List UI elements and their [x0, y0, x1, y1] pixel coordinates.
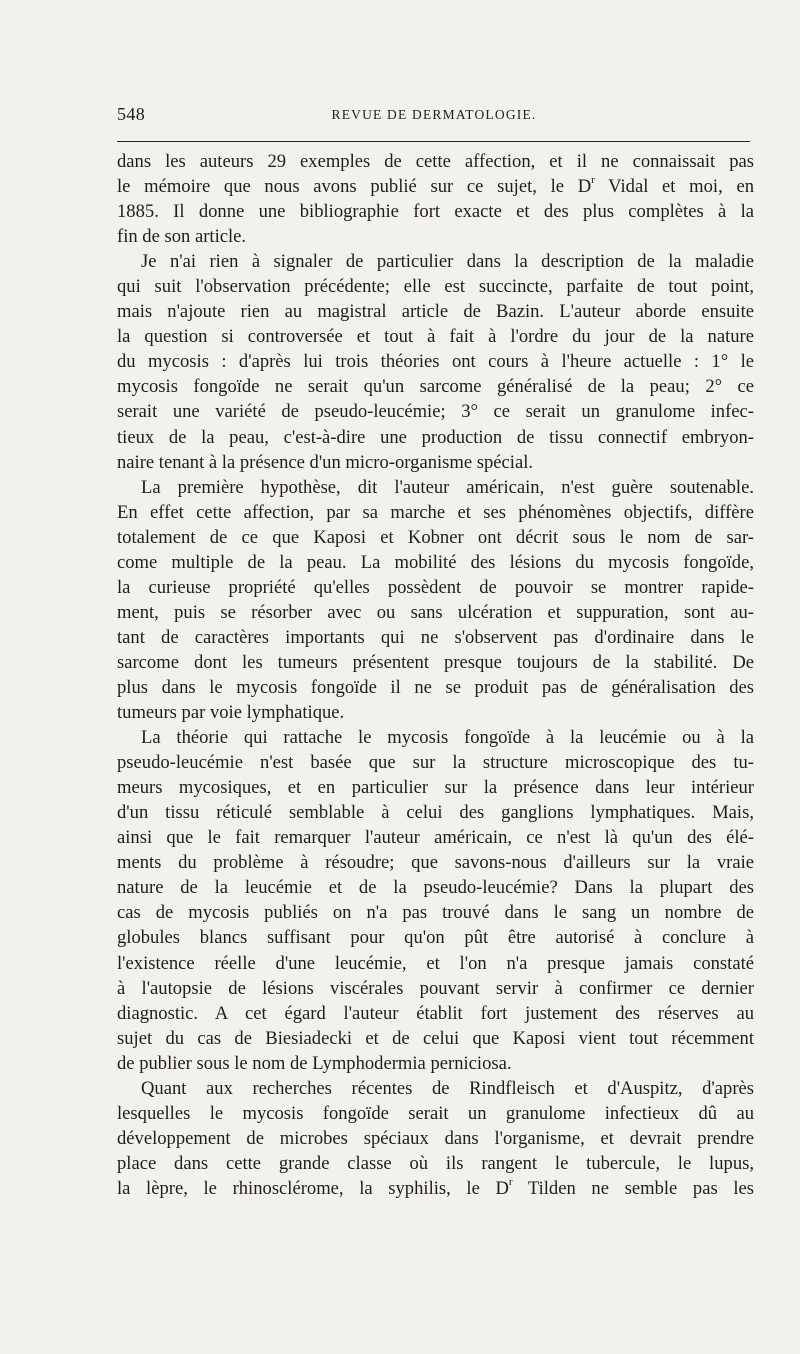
text-line: La première hypothèse, dit l'auteur américain, n'est guère soutenable.	[141, 476, 754, 498]
body-text	[117, 149, 754, 1201]
text-line: de publier sous le nom de Lymphodermia perniciosa.	[117, 1052, 512, 1074]
text-line: La théorie qui rattache le mycosis fongoïde à la leucémie ou à la	[141, 727, 754, 749]
text-line: come multiple de la peau. La mobilité des lésions du mycosis fongoïde,	[117, 551, 754, 573]
text-line: naire tenant à la présence d'un micro-organisme spécial.	[117, 451, 534, 473]
text-line: totalement de ce que Kaposi et Kobner ont décrit sous le nom de sar-	[117, 526, 754, 548]
text-line: développement de microbes spéciaux dans l'organisme, et devrait prendre	[117, 1127, 754, 1149]
header-rule	[117, 141, 750, 142]
text-line: ments du problème à résoudre; que savons-nous d'ailleurs sur la vraie	[117, 852, 754, 874]
text-line: ment, puis se résorber avec ou sans ulcération et suppuration, sont au-	[117, 601, 754, 623]
text-line: En effet cette affection, par sa marche et ses phénomènes objectifs, diffère	[117, 501, 754, 523]
journal-title: REVUE DE DERMATOLOGIE.	[331, 107, 537, 122]
text-line: sujet du cas de Biesiadecki et de celui que Kaposi vient tout récemment	[117, 1027, 754, 1049]
text-line: globules blancs suffisant pour qu'on pût être autorisé à conclure à	[117, 927, 754, 949]
text-line: mycosis fongoïde ne serait qu'un sarcome généralisé de la peau; 2° ce	[117, 376, 754, 398]
superscript: r	[591, 173, 595, 186]
text-line: à l'autopsie de lésions viscérales pouvant servir à confirmer ce dernier	[117, 977, 754, 999]
text-line-part: Tilden ne semble pas les	[512, 1177, 755, 1199]
text-line: l'existence réelle d'une leucémie, et l'on n'a presque jamais constaté	[117, 952, 754, 974]
text-line: cas de mycosis publiés on n'a pas trouvé dans le sang un nombre de	[117, 902, 754, 924]
text-line: mais n'ajoute rien au magistral article de Bazin. L'auteur aborde ensuite	[117, 301, 754, 323]
text-line-part: le mémoire que nous avons publié sur ce sujet, le D	[117, 176, 592, 198]
text-line: Je n'ai rien à signaler de particulier dans la description de la maladie	[141, 251, 754, 273]
text-line: tant de caractères importants qui ne s'observent pas d'ordinaire dans le	[117, 626, 754, 648]
text-line	[117, 174, 754, 199]
text-line: dans les auteurs 29 exemples de cette affection, et il ne connaissait pas	[117, 151, 754, 172]
text-line: serait une variété de pseudo-leucémie; 3° ce serait un granulome infec-	[117, 401, 754, 423]
page-number: 548	[117, 104, 146, 124]
running-head	[117, 104, 751, 128]
text-line: ainsi que le fait remarquer l'auteur américain, ce n'est là qu'un des élé-	[117, 827, 754, 849]
text-line: nature de la leucémie et de la pseudo-leucémie? Dans la plupart des	[117, 877, 754, 899]
text-line: la curieuse propriété qu'elles possèdent de pouvoir se montrer rapide-	[117, 576, 754, 598]
text-line: Quant aux recherches récentes de Rindfleisch et d'Auspitz, d'après	[141, 1077, 754, 1099]
text-line: meurs mycosiques, et en particulier sur la présence dans leur intérieur	[117, 777, 754, 799]
text-line: lesquelles le mycosis fongoïde serait un granulome infectieux dû au	[117, 1102, 754, 1124]
text-line-part: la lèpre, le rhinosclérome, la syphilis, le D	[117, 1177, 509, 1199]
text-line: place dans cette grande classe où ils rangent le tubercule, le lupus,	[117, 1152, 754, 1174]
superscript: r	[508, 1175, 513, 1188]
text-line: tieux de la peau, c'est-à-dire une production de tissu connectif embryon-	[117, 426, 754, 448]
text-line: pseudo-leucémie n'est basée que sur la structure microscopique des tu-	[117, 752, 754, 774]
text-line-part: Vidal et moi, en	[594, 176, 754, 198]
text-line: tumeurs par voie lymphatique.	[117, 702, 345, 724]
text-line: la question si controversée et tout à fait à l'ordre du jour de la nature	[117, 326, 754, 348]
text-line: fin de son article.	[117, 226, 247, 248]
text-line: qui suit l'observation précédente; elle est succincte, parfaite de tout point,	[117, 276, 754, 298]
text-line	[117, 1176, 754, 1201]
text-line: 1885. Il donne une bibliographie fort exacte et des plus complètes à la	[117, 201, 754, 223]
text-line: du mycosis : d'après lui trois théories ont cours à l'heure actuelle : 1° le	[117, 351, 754, 373]
text-line: plus dans le mycosis fongoïde il ne se produit pas de généralisation des	[117, 676, 754, 698]
text-line: diagnostic. A cet égard l'auteur établit fort justement des réserves au	[117, 1002, 754, 1024]
text-line: d'un tissu réticulé semblable à celui des ganglions lymphatiques. Mais,	[117, 802, 754, 824]
text-line: sarcome dont les tumeurs présentent presque toujours de la stabilité. De	[117, 651, 754, 673]
